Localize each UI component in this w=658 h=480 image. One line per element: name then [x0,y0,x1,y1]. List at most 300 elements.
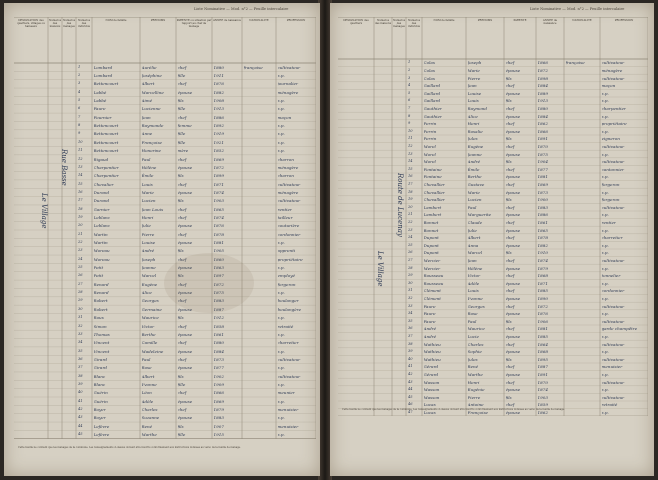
table-cell: Marcelline [141,89,164,95]
table-cell: fils [505,136,512,142]
table-cell: fille [177,432,186,438]
table-cell: Marie [467,67,480,73]
table-cell: Lombard [93,64,113,70]
table-cell: vigneron [601,136,620,142]
table-cell: Lambert [423,212,442,218]
table-cell: charretier [601,235,623,241]
table-cell: Lucas [423,409,436,415]
table-cell: Perrin [423,128,437,134]
right-footnote: Cette feuille ne contient que les ménages de la commune. Les renseignements ci-dessus doivent être inscrits conformément aux instructions données au verso de la feuille de ménage. [342,408,565,411]
individual-number: 37 [78,365,83,370]
column-header: PRÉNOMS [150,19,166,22]
table-cell: cultivateur [601,75,625,81]
table-cell: femme [177,123,192,129]
individual-number: 46 [408,402,413,407]
table-cell: Perrin [423,121,437,127]
left-street-label: Rue Basse [60,149,68,186]
individual-number: 39 [408,349,413,354]
table-cell: tailleur [277,214,293,220]
table-cell: rentier [277,206,292,212]
table-cell: cordonnier [277,231,301,237]
table-cell: fils [505,394,512,400]
table-cell: Sophie [467,349,482,355]
table-cell: chef [505,60,515,66]
table-cell: menuisier [277,423,299,429]
table-cell: Germaine [141,306,162,312]
table-cell: Émile [467,166,480,172]
table-cell: Faure [423,311,436,317]
individual-number: 41 [78,398,83,403]
table-cell: Pierre [467,394,481,400]
individual-number: 21 [408,212,413,217]
table-cell: épouse [505,387,521,393]
table-cell: Rosalie [467,128,483,134]
table-cell: Jean [467,83,477,89]
table-cell: fils [177,248,184,254]
table-cell: Yvonne [141,381,157,387]
table-cell: propriétaire [601,121,627,127]
table-cell: chef [177,81,187,87]
table-cell: Martin [93,240,108,246]
individual-number: 25 [78,265,83,270]
table-cell: s.p. [601,113,609,119]
individual-number: 12 [78,156,83,161]
left-footnote: Cette feuille ne contient que les ménages de la commune. Les renseignements ci-dessus doivent être inscrits conformément aux instructions données au verso de la feuille de ménage. [18,446,241,449]
table-cell: 1895 [537,356,548,362]
table-cell: ménagère [277,164,299,170]
table-cell: Françoise [141,139,162,145]
column-header: Numéros des individus [407,19,421,28]
table-cell: Joseph [467,60,482,66]
table-cell: employé [277,273,295,279]
individual-number: 33 [408,303,413,308]
table-cell: 1868 [537,273,548,279]
table-cell: Morel [423,151,436,157]
individual-number: 22 [78,240,83,245]
table-cell: Petit [93,265,104,271]
table-cell: Claude [467,219,483,225]
table-cell: chef [177,156,187,162]
table-cell: chef [505,326,515,332]
table-cell: Berthe [141,331,156,337]
table-cell: meunier [277,390,295,396]
table-cell: chef [177,206,187,212]
individual-number: 6 [78,106,81,111]
table-cell: menuisier [601,364,623,370]
table-cell: Jean [141,114,151,120]
table-cell: 1875 [537,151,548,157]
table-cell: Blanc [93,381,106,387]
table-cell: Adèle [467,280,480,286]
table-cell: chef [505,181,515,187]
table-cell: Marthe [141,432,157,438]
table-cell: épouse [505,113,521,119]
left-census-table [14,17,316,439]
column-header: DÉSIGNATION des quartiers [343,19,369,25]
table-cell: 1880 [213,64,224,70]
table-cell: cultivateur [601,303,625,309]
column-header: NOM de famille [433,19,455,22]
table-cell: fils [177,173,184,179]
table-cell: Renard [93,281,109,287]
table-cell: Hélène [467,265,483,271]
individual-number: 41 [408,364,413,369]
individual-number: 38 [78,373,83,378]
table-cell: épouse [505,280,521,286]
table-cell: Roux [93,315,104,321]
table-cell: forgeron [601,181,620,187]
table-cell: chef [505,303,515,309]
table-cell: s.p. [601,265,609,271]
table-cell: 1910 [537,250,548,256]
table-cell: s.p. [277,415,285,421]
table-cell: chef [505,235,515,241]
table-cell: 1881 [213,240,224,246]
table-cell: chef [505,166,515,172]
table-cell: épouse [505,174,521,180]
table-cell: Charles [141,407,158,413]
table-cell: Robert [93,298,108,304]
table-cell: s.p. [277,73,285,79]
table-cell: 1907 [213,423,224,429]
table-cell: 1882 [213,89,224,95]
table-cell: propriétaire [277,256,303,262]
table-cell: s.p. [601,333,609,339]
individual-number: 37 [408,333,413,338]
table-cell: cantonnier [601,166,624,172]
individual-number: 18 [78,206,83,211]
table-cell: René [141,423,153,429]
table-cell: 1869 [213,156,224,162]
table-cell: Lucien [141,198,156,204]
table-cell: s.p. [601,250,609,256]
table-cell: Girard [93,356,108,362]
table-cell: 1860 [213,256,224,262]
table-cell: Labbé [93,89,107,95]
individual-number: 3 [408,75,411,80]
table-cell: épouse [177,365,193,371]
table-cell: Garnier [93,206,110,212]
table-cell: cultivateur [277,64,301,70]
table-cell: Renard [93,290,109,296]
individual-number: 32 [78,323,83,328]
table-cell: Maurice [141,315,159,321]
individual-number: 8 [78,123,81,128]
table-cell: s.p. [601,212,609,218]
individual-number: 19 [78,214,83,219]
individual-number: 29 [408,273,413,278]
table-cell: s.p. [601,227,609,233]
table-cell: Yvonne [467,295,483,301]
table-cell: 1900 [537,197,548,203]
individual-number: 7 [408,105,411,110]
individual-number: 12 [408,143,413,148]
table-cell: 1902 [213,373,224,379]
table-cell: Marie [141,189,154,195]
table-cell: Bonnet [423,219,439,225]
column-header: Numéros des ménages [392,19,406,28]
table-cell: 1858 [213,323,224,329]
table-cell: Rose [467,311,478,317]
table-cell: chef [177,390,187,396]
table-cell: Bettencourt [93,148,119,154]
table-cell: s.p. [277,139,285,145]
individual-number: 36 [78,356,83,361]
individual-number: 8 [408,113,411,118]
table-cell: cultivateur [277,356,301,362]
table-cell: cultivateur [601,60,625,66]
table-cell: Mercier [423,257,441,263]
table-cell: Raymonde [141,123,164,129]
table-cell: Pierre [141,231,155,237]
individual-number: 45 [78,432,83,437]
table-cell: chef [177,256,187,262]
individual-number: 23 [408,227,413,232]
table-cell: Gauthier [423,113,442,119]
table-cell: rentier [601,219,616,225]
table-cell: 1871 [213,181,224,187]
table-cell: journalier [277,81,298,87]
table-cell: Gaillard [423,83,441,89]
table-cell: cultivateur [277,373,301,379]
table-cell: 1897 [213,273,224,279]
table-cell: épouse [177,398,193,404]
table-cell: 1898 [537,75,548,81]
table-cell: chef [177,340,187,346]
table-cell: 1859 [537,402,548,408]
table-cell: fille [177,106,186,112]
table-cell: fils [177,98,184,104]
table-cell: Durand [93,198,110,204]
table-cell: 1919 [213,131,224,137]
individual-number: 29 [78,298,83,303]
table-cell: 1892 [213,123,224,129]
table-cell: Masson [423,379,440,385]
individual-number: 3 [78,81,81,86]
table-cell: Paul [141,156,151,162]
individual-number: 2 [408,67,411,72]
table-cell: 1915 [213,432,224,438]
table-cell: chef [505,219,515,225]
individual-number: 16 [408,174,413,179]
table-cell: 1891 [537,371,548,377]
individual-number: 27 [78,281,83,286]
table-cell: chef [177,281,187,287]
table-cell: 1885 [537,333,548,339]
table-cell: 1870 [537,379,548,385]
table-cell: Faure [423,303,436,309]
table-cell: Bettencourt [93,131,119,137]
table-cell: fils [505,356,512,362]
table-cell: forgeron [277,281,296,287]
table-cell: 1887 [213,306,224,312]
table-cell: Eugène [141,281,158,287]
table-cell: Bettencourt [93,81,119,87]
table-cell: Bonnet [423,227,439,233]
table-cell: s.p. [601,151,609,157]
table-cell: Rigaud [93,156,109,162]
individual-number: 16 [78,189,83,194]
individual-number: 36 [408,326,413,331]
table-cell: Gustave [467,181,485,187]
table-cell: Victor [141,323,155,329]
table-cell: s.p. [277,240,285,246]
left-page [4,3,320,476]
individual-number: 10 [408,128,413,133]
table-cell: 1880 [537,105,548,111]
table-cell: s.p. [601,242,609,248]
table-cell: Simon [93,323,107,329]
table-cell: Mathieu [423,341,441,347]
table-cell: maçon [277,114,292,120]
table-cell: mère [177,148,189,154]
table-cell: Jules [467,136,478,142]
table-cell: charretier [277,340,299,346]
table-cell: s.p. [277,365,285,371]
individual-number: 26 [78,273,83,278]
table-cell: 1872 [537,67,548,73]
table-cell: Morel [423,159,436,165]
individual-number: 40 [78,390,83,395]
table-cell: épouse [505,90,521,96]
individual-number: 17 [408,181,413,186]
table-cell: Henri [467,379,480,385]
column-header: NOM de famille [105,19,127,22]
table-cell: Louise [467,90,482,96]
table-cell: épouse [177,265,193,271]
table-cell: apprenti [277,248,296,254]
table-cell: Mathieu [423,349,441,355]
table-cell: s.p. [277,381,285,387]
table-cell: épouse [177,306,193,312]
table-cell: chef [505,105,515,111]
table-cell: s.p. [601,311,609,317]
table-cell: Louis [467,98,479,104]
table-cell: Alice [467,113,478,119]
table-cell: 1875 [213,290,224,296]
table-cell: Paul [141,356,151,362]
table-cell: Mercier [423,265,441,271]
table-cell: Henri [467,121,480,127]
table-cell: 1906 [537,318,548,324]
table-cell: 1879 [537,265,548,271]
table-cell: menuisier [277,407,299,413]
table-cell: 1903 [213,198,224,204]
individual-number: 4 [408,83,411,88]
table-cell: cultivateur [601,257,625,263]
table-cell: s.p. [601,387,609,393]
table-cell: cultivateur [601,318,625,324]
table-cell: chef [505,257,515,263]
table-cell: chef [177,214,187,220]
table-cell: épouse [505,242,521,248]
table-cell: René [467,364,479,370]
table-cell: épouse [505,265,521,271]
table-cell: Lucas [423,402,436,408]
table-cell: 1904 [537,159,548,165]
table-cell: Faure [423,318,436,324]
individual-number: 28 [78,290,83,295]
table-cell: 1891 [537,136,548,142]
individual-number: 42 [78,407,83,412]
table-cell: Berthe [467,174,482,180]
table-cell: s.p. [601,174,609,180]
table-cell: s.p. [277,432,285,438]
table-cell: fils [505,197,512,203]
table-cell: Joseph [141,256,156,262]
right-page [330,3,654,476]
table-cell: Aimé [141,98,153,104]
individual-number: 10 [78,139,83,144]
table-cell: 1883 [537,204,548,210]
table-cell: chef [505,204,515,210]
table-cell: s.p. [277,123,285,129]
table-cell: épouse [177,164,193,170]
individual-number: 38 [408,341,413,346]
table-cell: épouse [505,227,521,233]
table-cell: 1862 [537,121,548,127]
table-cell: chef [177,231,187,237]
table-cell: s.p. [601,371,609,377]
column-header: NATIONALITÉ [572,19,592,22]
table-cell: 1881 [537,174,548,180]
table-cell: fils [505,250,512,256]
table-cell: Rousseau [423,273,444,279]
table-cell: Adèle [141,398,154,404]
table-cell: Charpentier [93,164,119,170]
table-cell: Léon [141,390,152,396]
table-cell: Dupont [423,242,439,248]
table-cell: s.p. [601,409,609,415]
table-cell: 1876 [213,223,224,229]
table-cell: 1863 [213,265,224,271]
table-cell: Faure [93,106,106,112]
table-cell: s.p. [277,265,285,271]
table-cell: Marcel [141,273,157,279]
table-cell: 1872 [213,164,224,170]
table-cell: 1861 [537,219,548,225]
table-cell: Lucien [467,197,482,203]
column-header: DÉSIGNATION des quartiers, villages ou hameaux [17,19,45,28]
individual-number: 39 [78,381,83,386]
individual-number: 47 [408,409,413,414]
table-cell: Lombard [93,73,113,79]
table-cell: Martin [93,231,108,237]
table-cell: Anne [141,131,153,137]
individual-number: 24 [78,256,83,261]
table-cell: tonnelier [601,273,621,279]
table-cell: s.p. [601,98,609,104]
table-cell: Girard [93,365,108,371]
table-cell: Masson [423,394,440,400]
table-cell: chef [505,83,515,89]
column-header: PROFESSION [286,19,306,22]
table-cell: fils [177,423,184,429]
table-cell: Joséphine [141,73,162,79]
individual-number: 27 [408,257,413,262]
table-cell: Lucienne [141,106,161,112]
table-cell: 1874 [537,257,548,263]
table-cell: 1883 [213,298,224,304]
individual-number: 40 [408,356,413,361]
table-cell: 1887 [537,364,548,370]
individual-number: 2 [78,73,81,78]
table-cell: chef [177,181,187,187]
table-cell: épouse [505,128,521,134]
table-cell: Boyer [93,415,106,421]
table-cell: Albert [141,373,155,379]
table-cell: 1913 [537,98,548,104]
